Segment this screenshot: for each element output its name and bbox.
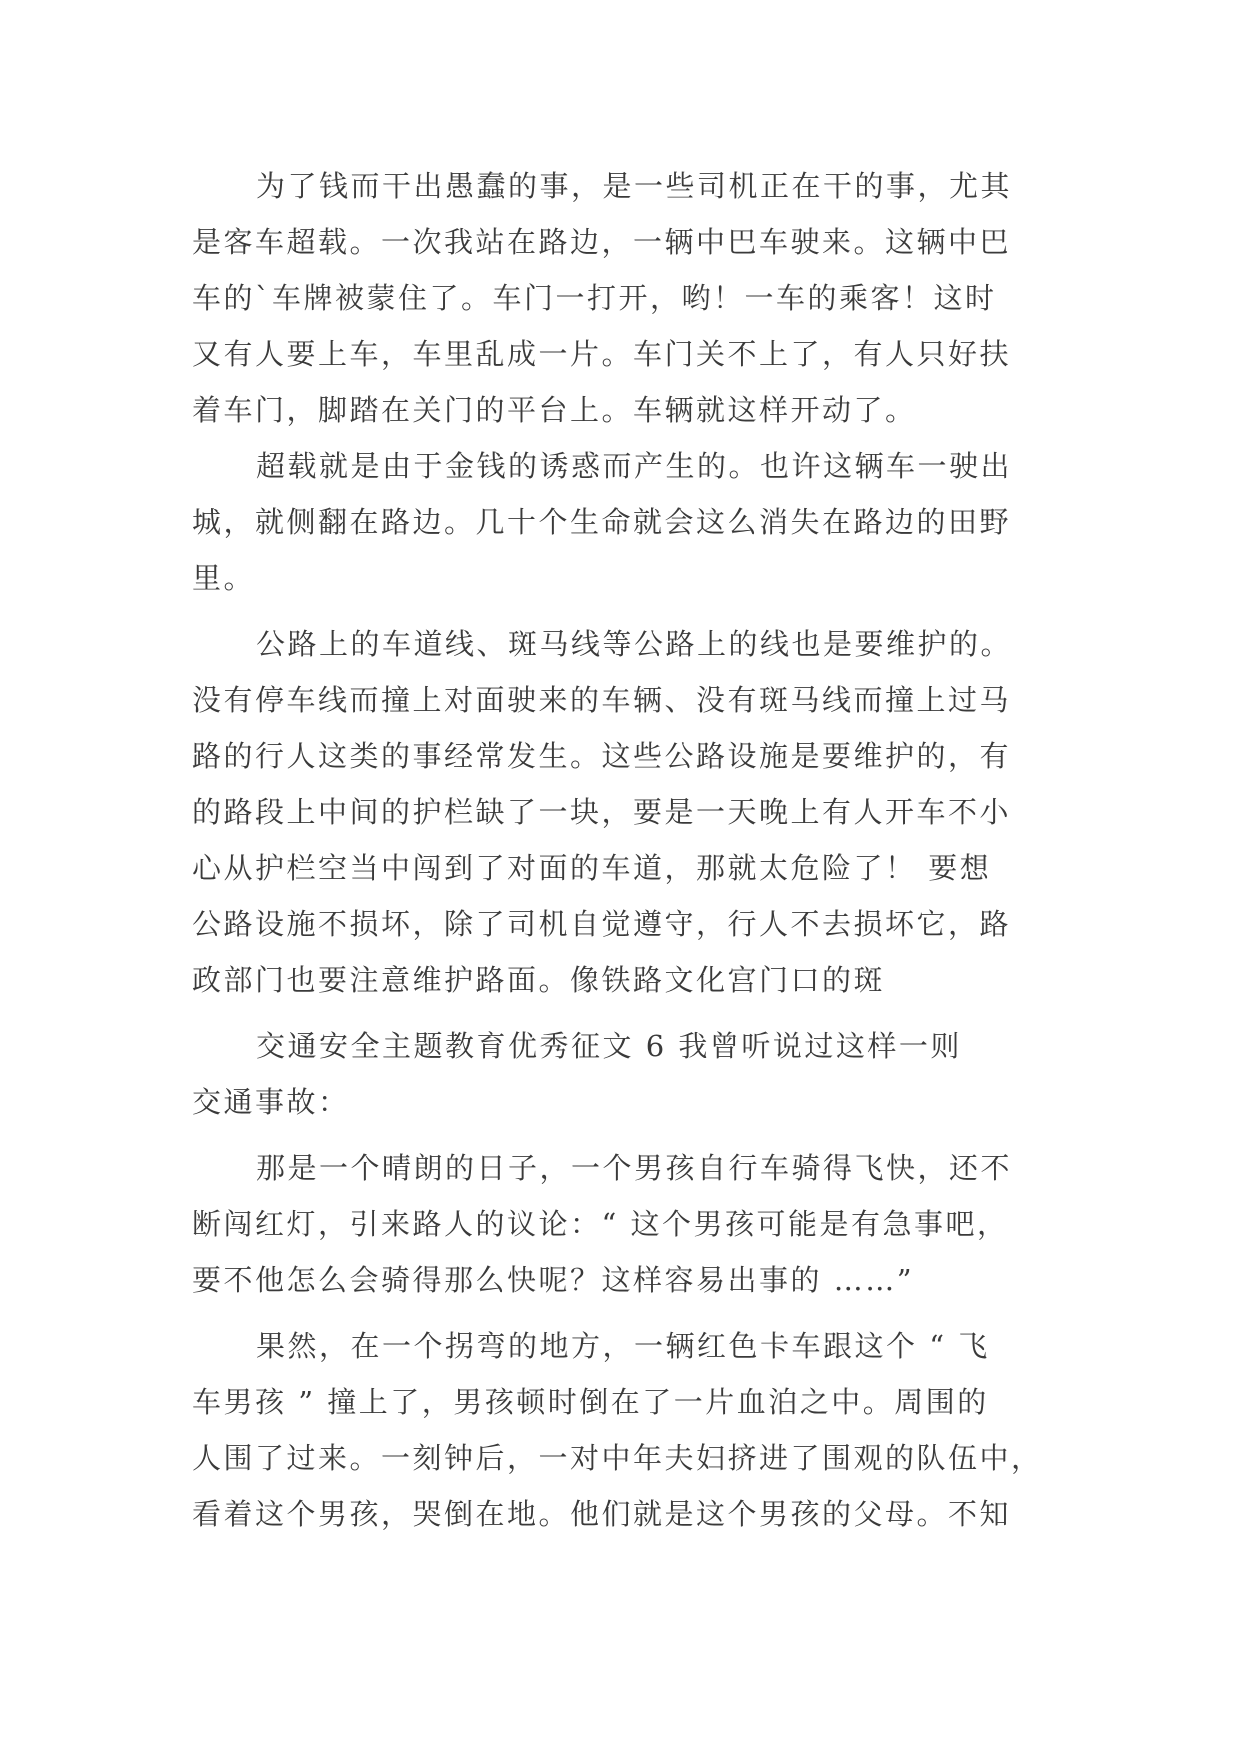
paragraph xyxy=(192,616,1072,1008)
text-line: 车男孩 ” 撞上了，男孩顿时倒在了一片血泊之中。周围的 xyxy=(192,1385,989,1419)
text-line: 看着这个男孩，哭倒在地。他们就是这个男孩的父母。不知 xyxy=(192,1497,1012,1531)
text-line: 超载就是由于金钱的诱惑而产生的。也许这辆车一驶出 xyxy=(256,449,1013,483)
text-line: 着车门，脚踏在关门的平台上。车辆就这样开动了。 xyxy=(192,393,917,427)
text-line: 是客车超载。一次我站在路边，一辆中巴车驶来。这辆中巴 xyxy=(192,225,1012,259)
text-line: 心从护栏空当中闯到了对面的车道，那就太危险了！ 要想 xyxy=(192,851,992,885)
text-line: 为了钱而干出愚蠢的事，是一些司机正在干的事，尤其 xyxy=(256,169,1013,203)
text-line: 政部门也要注意维护路面。像铁路文化宫门口的斑 xyxy=(192,963,886,997)
text-line: 里。 xyxy=(192,561,256,595)
text-line: 那是一个晴朗的日子，一个男孩自行车骑得飞快，还不 xyxy=(256,1151,1013,1185)
text-line: 公路上的车道线、斑马线等公路上的线也是要维护的。 xyxy=(256,627,1013,661)
text-line: 公路设施不损坏，除了司机自觉遵守，行人不去损坏它，路 xyxy=(192,907,1012,941)
text-line: 又有人要上车，车里乱成一片。车门关不上了，有人只好扶 xyxy=(192,337,1012,371)
text-line: 车的`车牌被蒙住了。车门一打开，哟！一车的乘客！这时 xyxy=(192,281,997,315)
paragraph xyxy=(192,1018,1072,1130)
text-line: 路的行人这类的事经常发生。这些公路设施是要维护的，有 xyxy=(192,739,1012,773)
text-line: 交通事故： xyxy=(192,1085,350,1119)
text-line: 果然，在一个拐弯的地方，一辆红色卡车跟这个 “ 飞 xyxy=(256,1329,990,1363)
paragraph xyxy=(192,438,1072,606)
text-line: 的路段上中间的护栏缺了一块，要是一天晚上有人开车不小 xyxy=(192,795,1012,829)
body-text xyxy=(192,158,1072,1542)
text-line: 城，就侧翻在路边。几十个生命就会这么消失在路边的田野 xyxy=(192,505,1012,539)
text-line: 要不他怎么会骑得那么快呢？这样容易出事的 ……” xyxy=(192,1263,915,1297)
text-line: 没有停车线而撞上对面驶来的车辆、没有斑马线而撞上过马 xyxy=(192,683,1012,717)
paragraph xyxy=(192,158,1072,438)
paragraph xyxy=(192,1318,1072,1542)
text-line: 断闯红灯，引来路人的议论：“ 这个男孩可能是有急事吧， xyxy=(192,1207,1009,1241)
paragraph xyxy=(192,1140,1072,1308)
text-line: 人围了过来。一刻钟后，一对中年夫妇挤进了围观的队伍中， xyxy=(192,1441,1043,1475)
text-line: 交通安全主题教育优秀征文 6 我曾听说过这样一则 xyxy=(256,1029,962,1063)
